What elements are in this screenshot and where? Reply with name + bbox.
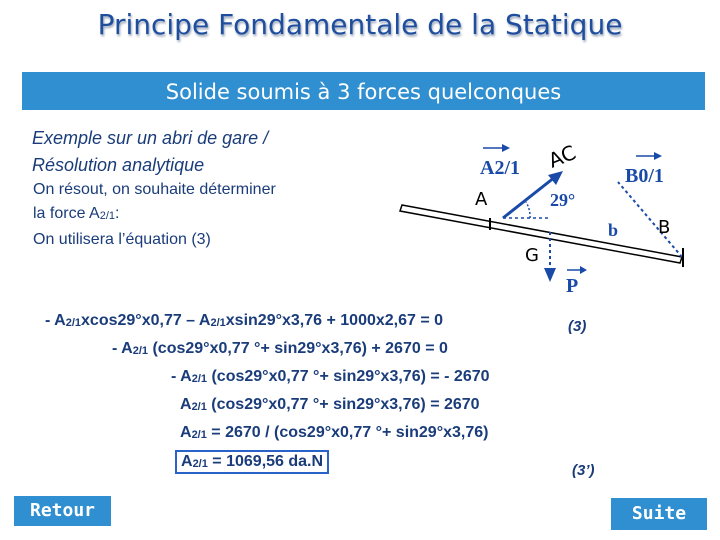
weight-arrowhead <box>544 268 556 282</box>
label-b-small: b <box>608 220 619 240</box>
equation-ref-3: (3) <box>568 318 587 335</box>
suite-button[interactable]: Suite <box>611 498 707 530</box>
example-line-2: Résolution analytique <box>32 155 205 175</box>
beam-shape <box>400 205 682 263</box>
label-b01: B0/1 <box>625 165 664 187</box>
notes <box>33 178 276 252</box>
note-line-2 <box>33 202 276 228</box>
angle-arc <box>526 202 530 218</box>
example-line-1: Exemple sur un abri de gare / <box>32 128 269 148</box>
force-a21-arrow <box>503 177 555 218</box>
example-heading <box>32 125 268 179</box>
b01-vector-head <box>654 152 662 160</box>
equation-line-5: $A_{2/1} = 2670 / (\cos 29^\circ x0,77$ °+ sin29°x3,76) <box>180 424 489 441</box>
note-line-2-subscript: 2/1 <box>99 210 115 222</box>
force-b01-line <box>618 182 682 257</box>
equation-line-2: - $A_{2/1}$ (cos29°x0,77 °+ sin29°x3,76) + 2670 = 0 <box>112 340 448 357</box>
label-b: B <box>658 217 671 238</box>
note-line-3: On utilisera l’équation (3) <box>33 231 211 248</box>
shelter-diagram <box>380 130 700 300</box>
result-box: $A_{2/1} = 1069,56$ da.N <box>175 450 329 474</box>
page-title: Principe Fondamentale de la Statique <box>97 8 623 41</box>
label-angle: 29° <box>550 190 576 210</box>
label-ac: AC <box>544 140 580 173</box>
note-line-2-text: la force A <box>33 205 100 222</box>
equation-line-4: $A_{2/1}$ (cos29°x0,77 °+ sin29°x3,76) = 2670 <box>180 396 480 413</box>
note-line-2-colon: : <box>115 205 120 222</box>
label-a: A <box>475 189 488 210</box>
label-a21: A2/1 <box>480 157 520 179</box>
equation-line-1: - $A_{2/1}xcos29^\circ x0,77 - A_{2/1}xsin29^\circ x3,76 + 1000x2,67 = 0$ <box>45 312 444 329</box>
label-p: P <box>566 275 579 297</box>
p-vector-head <box>580 266 587 274</box>
equation-line-3: - $A_{2/1}$ (cos29°x0,77 °+ sin29°x3,76) = - 2670 <box>171 368 490 385</box>
label-g: G <box>525 245 539 266</box>
note-line-1: On résout, on souhaite déterminer <box>33 181 276 198</box>
section-banner: Solide soumis à 3 forces quelconques <box>22 72 705 110</box>
force-a21-arrowhead <box>548 171 563 185</box>
retour-button[interactable]: Retour <box>14 496 111 526</box>
equation-ref-3-prime: (3’) <box>572 462 595 479</box>
a21-vector-head <box>502 144 510 152</box>
